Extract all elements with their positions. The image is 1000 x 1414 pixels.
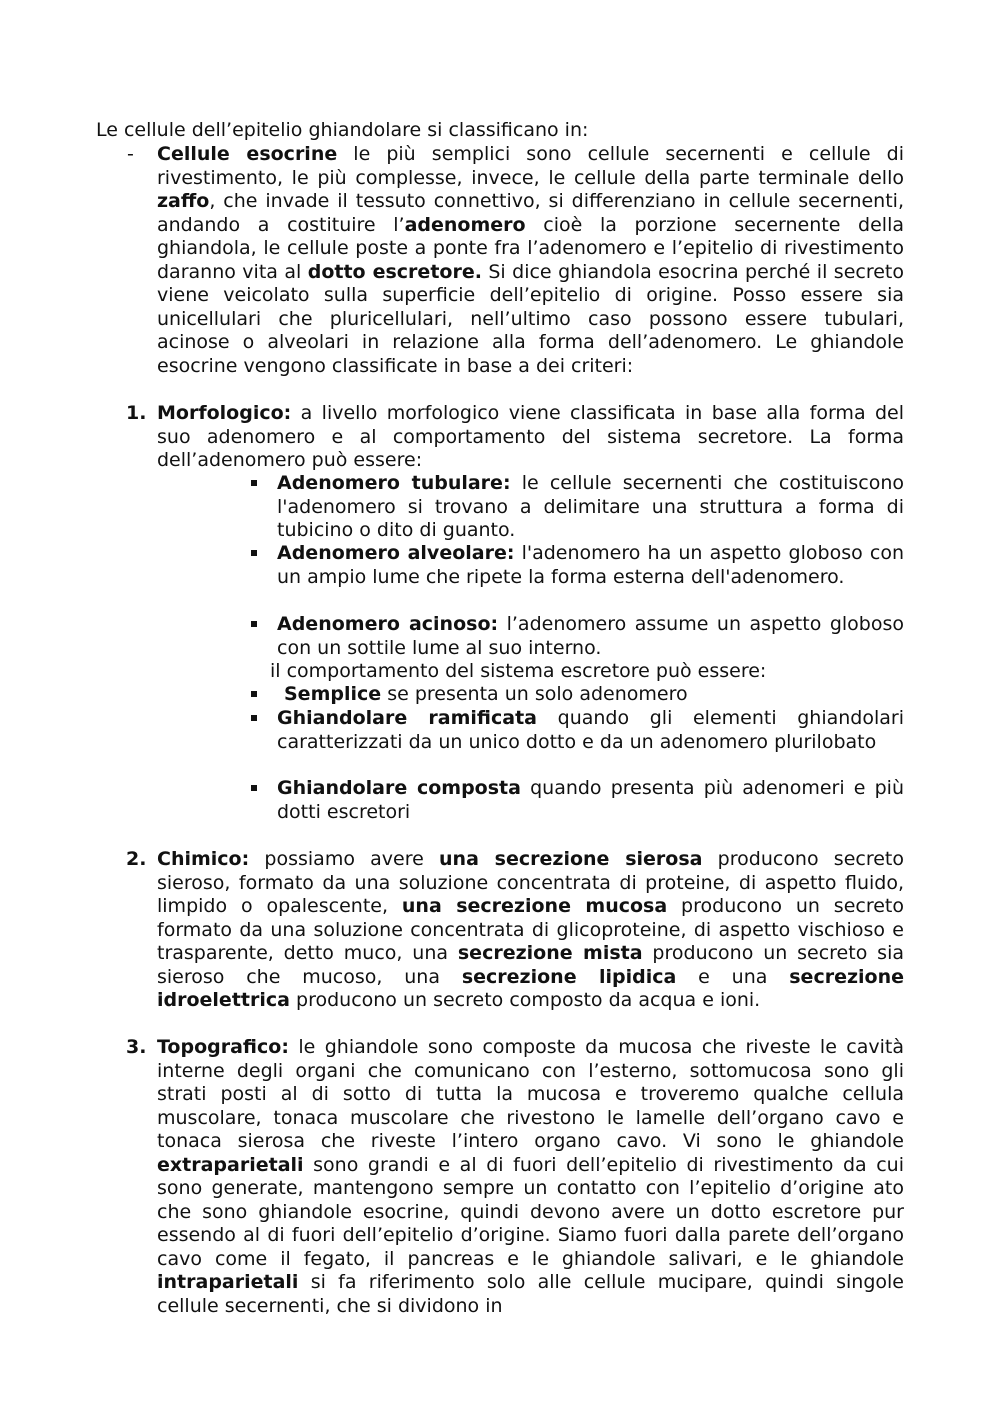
- list-marker-3: [126, 1036, 146, 1060]
- term-ghiandolare-ramificata: Ghiandolare ramificata: [277, 707, 538, 729]
- text: l'adenomero ha un aspetto globoso con un ampio lume che ripete la forma esterna dell'adenomero.: [277, 542, 904, 588]
- marker-text: 2.: [126, 848, 147, 870]
- text: producono un secreto composto da acqua e ioni.: [289, 989, 761, 1011]
- text: producono un secreto sia sieroso che mucoso, una: [157, 942, 904, 988]
- term-ghiandolare-composta: Ghiandolare composta: [277, 777, 521, 799]
- paragraph-chimico: [157, 848, 904, 1013]
- item-semplice: [284, 683, 688, 707]
- item-adenomero-alveolare: [277, 542, 904, 589]
- term-adenomero-alveolare: Adenomero alveolare:: [277, 542, 515, 564]
- bullet-square-icon: [251, 785, 257, 791]
- text: Si dice ghiandola esocrina perché il secreto viene veicolato sulla superficie dell’epitelio di origine. Posso essere sia unicellulari che pluricellulari, nell’ultimo caso possono essere tubulari, acinose o alveolari in relazione alla forma dell’adenomero. Le ghiandole esocrine vengono classificate in base a dei criteri:: [157, 260, 904, 377]
- term-chimico: Chimico:: [157, 848, 250, 870]
- term-secrezione-lipidica: secrezione lipidica: [461, 965, 677, 988]
- text: , che invade il tessuto connettivo, si differenziano in cellule secernenti, andando a costituire l’: [157, 190, 904, 236]
- term-cellule-esocrine: Cellule esocrine: [157, 143, 338, 165]
- term-semplice: Semplice: [284, 683, 382, 705]
- text: le ghiandole sono composte da mucosa che riveste le cavità interne degli organi che comunicano con l’esterno, sottomucosa sono gli strati posti al di sotto di tutta la mucosa e troveremo qualche cellula muscolare, tonaca muscolare che rivestono le lamelle dell’organo cavo e tonaca sierosa che riveste l’intero organo cavo. Vi sono le ghiandole: [157, 1036, 904, 1152]
- text: l’adenomero assume un aspetto globoso con un sottile lume al suo interno.: [277, 613, 904, 659]
- term-secrezione-mucosa: una secrezione mucosa: [401, 895, 668, 917]
- marker-text: 3.: [126, 1036, 147, 1058]
- text: le cellule secernenti che costituiscono l'adenomero si trovano a delimitare una struttura a forma di tubicino o dito di guanto.: [277, 472, 905, 541]
- term-adenomero: adenomero: [404, 213, 526, 236]
- term-adenomero-tubulare: Adenomero tubulare:: [277, 472, 511, 494]
- bullet-square-icon: [251, 480, 257, 486]
- term-adenomero-acinoso: Adenomero acinoso:: [277, 613, 499, 635]
- list-marker-1: [126, 402, 146, 426]
- item-adenomero-tubulare: [277, 472, 904, 543]
- list-marker-dash: -: [127, 143, 134, 165]
- term-zaffo: zaffo: [157, 190, 210, 212]
- intro-line: Le cellule dell’epitelio ghiandolare si classificano in:: [96, 119, 589, 141]
- text: e una: [676, 965, 790, 988]
- text: le più semplici sono cellule secernenti e cellule di rivestimento, le più complesse, invece, le cellule della parte terminale dello: [157, 143, 904, 189]
- item-ghiandolare-ramificata: [277, 707, 904, 754]
- bullet-square-icon: [251, 621, 257, 627]
- term-secrezione-mista: secrezione mista: [457, 942, 643, 964]
- text: possiamo avere: [249, 848, 440, 870]
- list-marker-2: [126, 848, 146, 872]
- text: quando presenta più adenomeri e più dotti escretori: [277, 777, 904, 823]
- marker-text: 1.: [126, 402, 147, 424]
- bullet-square-icon: [251, 715, 257, 721]
- term-intraparietali: intraparietali: [157, 1271, 299, 1293]
- bullet-square-icon: [251, 550, 257, 556]
- text: si fa riferimento solo alle cellule mucipare, quindi singole cellule secernenti, che si dividono in: [157, 1271, 904, 1317]
- paragraph-cellule-esocrine: [157, 143, 904, 378]
- text: se presenta un solo adenomero: [381, 683, 688, 705]
- bullet-square-icon: [251, 691, 257, 697]
- term-secrezione-sierosa: una secrezione sierosa: [439, 848, 703, 870]
- paragraph-morfologico: [157, 402, 904, 473]
- term-topografico: Topografico:: [157, 1036, 289, 1058]
- text: a livello morfologico viene classificata in base alla forma del suo adenomero e al comportamento del sistema secretore. La forma dell’adenomero può essere:: [157, 402, 904, 471]
- text: sono grandi e al di fuori dell’epitelio di rivestimento da cui sono generate, mantengono sempre un contatto con l’epitelio d’origine ato che sono ghiandole esocrine, quindi devono avere un dotto escretore pur essendo al di fuori dell’epitelio d’origine. Siamo fuori dalla parete dell’organo cavo come il fegato, il pancreas e le ghiandole salivari, e le ghiandole: [157, 1153, 904, 1270]
- term-dotto-escretore: dotto escretore.: [307, 260, 482, 283]
- text: cioè la porzione secernente della ghiandola, le cellule poste a ponte fra l’adenomero e l’epitelio di rivestimento daranno vita al: [157, 213, 904, 283]
- text: producono un secreto formato da una soluzione concentrata di glicoproteine, di aspetto vischioso e trasparente, detto muco, una: [157, 895, 904, 964]
- item-ghiandolare-composta: [277, 777, 904, 824]
- term-extraparietali: extraparietali: [157, 1153, 304, 1176]
- paragraph-topografico: [157, 1036, 904, 1318]
- item-adenomero-acinoso: [277, 613, 904, 660]
- comportamento-line: il comportamento del sistema escretore può essere:: [270, 660, 767, 682]
- term-secrezione-idroelettrica: secrezione idroelettrica: [157, 965, 905, 1011]
- text: producono secreto sieroso, formato da una soluzione concentrata di proteine, di aspetto fluido, limpido o opalescente,: [157, 848, 904, 917]
- text: quando gli elementi ghiandolari caratterizzati da un unico dotto e da un adenomero plurilobato: [277, 707, 905, 753]
- term-morfologico: Morfologico:: [157, 402, 292, 424]
